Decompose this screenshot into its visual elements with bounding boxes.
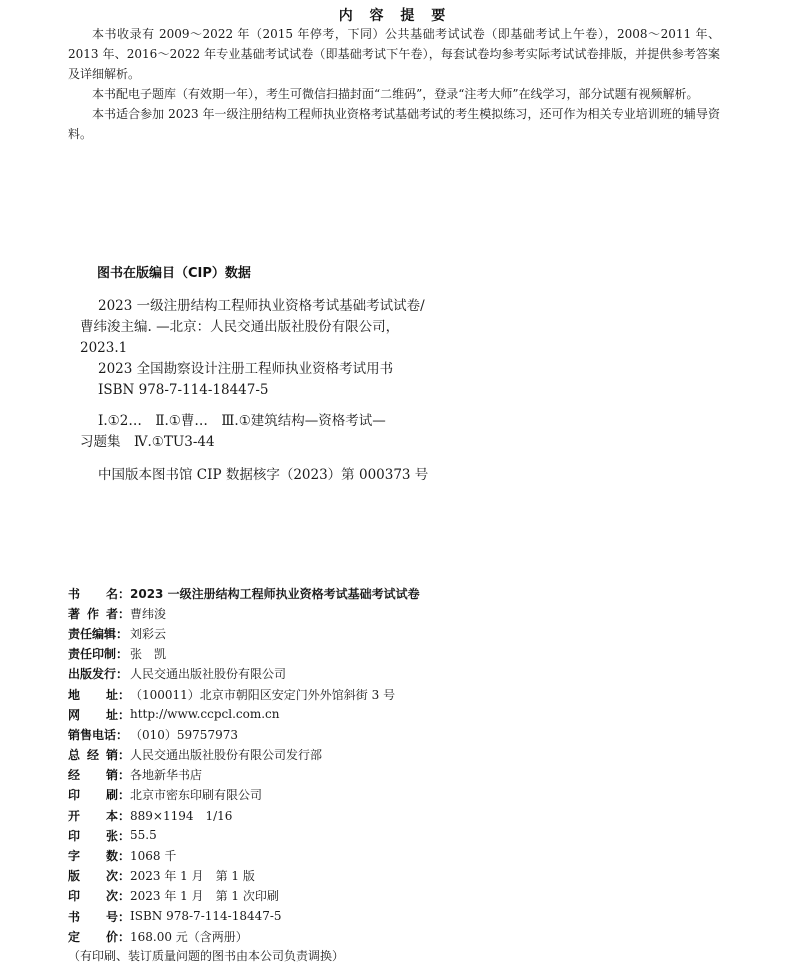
cip-heading: 图书在版编目（CIP）数据 <box>97 266 251 281</box>
colophon-value: 曹纬浚 <box>130 606 167 621</box>
colophon-row <box>68 644 628 664</box>
colophon-label-part: 刷： <box>105 788 130 803</box>
colophon-value: 55.5 <box>130 828 157 843</box>
colophon-label-part: 责任编辑： <box>68 626 129 641</box>
colophon-label <box>68 585 130 602</box>
cip-editor-line: 曹纬浚主编. —北京：人民交通出版社股份有限公司， <box>80 319 400 335</box>
colophon-label-part: 数： <box>105 849 130 864</box>
colophon-row <box>68 603 628 623</box>
colophon-label <box>68 605 130 622</box>
colophon-label <box>68 645 130 662</box>
colophon-value: 北京市密东印刷有限公司 <box>130 788 263 803</box>
colophon-label-part: 次： <box>105 889 130 904</box>
colophon-row <box>68 926 628 946</box>
colophon-label <box>68 867 130 884</box>
colophon-label <box>68 726 130 743</box>
colophon-label <box>68 706 130 723</box>
colophon-value: ISBN 978-7-114-18447-5 <box>130 909 282 924</box>
colophon-row <box>68 664 628 684</box>
colophon-row <box>68 805 628 825</box>
colophon-label-part: 版 <box>68 869 81 884</box>
colophon-row <box>68 684 628 704</box>
colophon-label-part: 定 <box>68 929 81 944</box>
colophon-value: 人民交通出版社股份有限公司发行部 <box>130 748 323 763</box>
colophon-label-part: 址： <box>105 687 130 702</box>
colophon-row <box>68 704 628 724</box>
colophon-label <box>68 847 130 864</box>
colophon-value: 168.00 元（含两册） <box>130 929 248 944</box>
colophon-label-part: 地 <box>68 687 81 702</box>
colophon-label-part: 印 <box>68 889 81 904</box>
colophon-label-part: 字 <box>68 849 81 864</box>
colophon-row <box>68 623 628 643</box>
colophon-label-part: 开 <box>68 808 81 823</box>
colophon-label-part: 次： <box>105 869 130 884</box>
colophon-row <box>68 906 628 926</box>
colophon-value: 889×1194 1/16 <box>130 808 233 823</box>
colophon-value: 1068 千 <box>130 849 177 864</box>
colophon-value: 2023 年 1 月 第 1 版 <box>130 869 255 884</box>
colophon-value: 各地新华书店 <box>130 768 203 783</box>
colophon-label-part: 经 <box>68 768 81 783</box>
colophon-label-part: 址： <box>105 707 130 722</box>
cip-isbn-line: ISBN 978-7-114-18447-5 <box>98 382 269 398</box>
colophon-label <box>68 625 130 642</box>
colophon-label-part: 著 <box>68 606 81 621</box>
colophon-label <box>68 746 130 763</box>
colophon-label-part: 印 <box>68 828 81 843</box>
colophon-label <box>68 665 130 682</box>
colophon-label-part: 本： <box>105 808 130 823</box>
colophon-value: 刘彩云 <box>130 626 167 641</box>
colophon-label-part: 名： <box>105 586 130 601</box>
colophon-row <box>68 825 628 845</box>
colophon-label-part: 网 <box>68 707 81 722</box>
colophon-label <box>68 786 130 803</box>
cip-data-block <box>80 296 480 486</box>
colophon-label-part: 总 <box>68 748 81 763</box>
colophon-label-part: 销售电话： <box>68 727 129 742</box>
colophon-value: （100011）北京市朝阳区安定门外外馆斜街 3 号 <box>130 687 396 702</box>
colophon <box>68 583 628 966</box>
colophon-label-part: 张： <box>105 828 130 843</box>
colophon-value: http://www.ccpcl.com.cn <box>130 707 280 722</box>
colophon-value: 人民交通出版社股份有限公司 <box>130 667 287 682</box>
colophon-label-part: 者： <box>105 606 130 621</box>
summary-section <box>68 24 720 144</box>
colophon-label <box>68 908 130 925</box>
cip-classification-line: Ⅰ.①2… Ⅱ.①曹… Ⅲ.①建筑结构—资格考试— <box>98 413 386 429</box>
colophon-label <box>68 807 130 824</box>
summary-paragraph: 本书适合参加 2023 年一级注册结构工程师执业资格考试基础考试的考生模拟练习，还可作为相关专业培训班的辅导资料。 <box>68 107 720 141</box>
summary-title: 内 容 提 要 <box>338 8 452 24</box>
colophon-row <box>68 583 628 603</box>
colophon-row <box>68 845 628 865</box>
colophon-label-part: 责任印制： <box>68 647 129 662</box>
colophon-label <box>68 928 130 945</box>
colophon-value: 2023 一级注册结构工程师执业资格考试基础考试试卷 <box>130 586 420 601</box>
cip-title-line: 2023 一级注册结构工程师执业资格考试基础考试试卷/ <box>98 298 425 314</box>
colophon-label <box>68 686 130 703</box>
colophon-label-part: 经 <box>86 748 99 763</box>
cip-year-line: 2023.1 <box>80 340 128 356</box>
cip-number-line: 中国版本图书馆 CIP 数据核字（2023）第 000373 号 <box>98 467 429 483</box>
colophon-label <box>68 887 130 904</box>
colophon-label-part: 出版发行： <box>68 667 129 682</box>
colophon-row <box>68 866 628 886</box>
quality-note: （有印刷、装订质量问题的图书由本公司负责调换） <box>68 949 345 964</box>
colophon-label-part: 书 <box>68 909 81 924</box>
colophon-row <box>68 765 628 785</box>
cip-series-line: 2023 全国勘察设计注册工程师执业资格考试用书 <box>98 361 394 377</box>
colophon-label-part: 价： <box>105 929 130 944</box>
colophon-row <box>68 745 628 765</box>
colophon-label <box>68 766 130 783</box>
colophon-value: 2023 年 1 月 第 1 次印刷 <box>130 889 279 904</box>
colophon-label-part: 销： <box>105 768 130 783</box>
colophon-row <box>68 886 628 906</box>
colophon-label-part: 号： <box>105 909 130 924</box>
colophon-label-part: 销： <box>105 748 130 763</box>
colophon-value: 张 凯 <box>130 647 167 662</box>
summary-paragraph: 本书配电子题库（有效期一年），考生可微信扫描封面“二维码”，登录“注考大师”在线学习，部分试题有视频解析。 <box>92 87 699 101</box>
colophon-label-part: 印 <box>68 788 81 803</box>
colophon-row <box>68 724 628 744</box>
colophon-label-part: 书 <box>68 586 81 601</box>
colophon-label <box>68 827 130 844</box>
colophon-row <box>68 785 628 805</box>
cip-classification-line: 习题集 Ⅳ.①TU3-44 <box>80 434 215 450</box>
colophon-label-part: 作 <box>86 606 99 621</box>
summary-paragraph: 本书收录有 2009～2022 年（2015 年停考，下同）公共基础考试试卷（即基础考试上午卷），2008～2011 年、2013 年、2016～2022 年专业基础考试试卷（即基础考试下午卷），每套试卷均参考实际考试试卷排版，并提供参考答案及详细解析。 <box>68 27 720 81</box>
colophon-value: （010）59757973 <box>130 727 238 742</box>
